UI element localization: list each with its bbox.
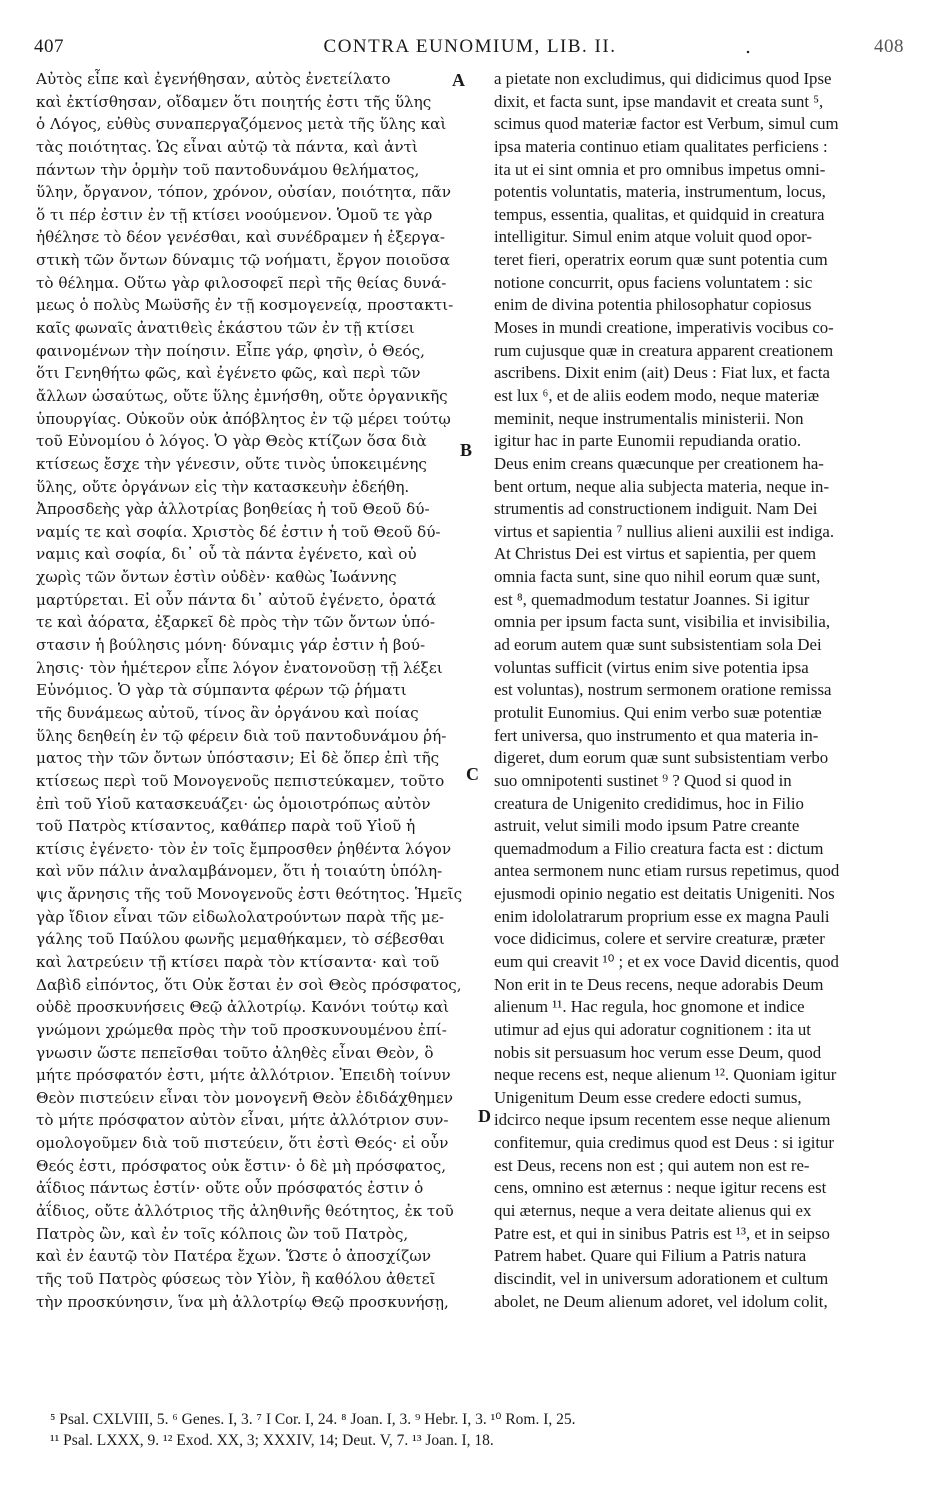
greek-text-line: μαρτύρεται. Εἰ οὖν πάντα δι᾽ αὐτοῦ ἐγένετο, ὁρατά: [36, 590, 437, 609]
latin-text-line: antea sermonem nunc etiam rursus repetimus, quod: [494, 861, 840, 881]
latin-text-line: omnia facta sunt, sine quo nihil eorum quæ sunt,: [494, 567, 821, 587]
latin-column: [494, 68, 924, 1313]
greek-text-line: τὸ θέλημα. Οὕτω γὰρ φιλοσοφεῖ περὶ τῆς θείας δυνά-: [36, 273, 447, 292]
greek-text-line: ματος τὴν τῶν ὄντων ὑπόστασιν; Εἰ δὲ ὅπερ ἐπὶ τῆς: [36, 749, 440, 768]
margin-letter-a: A: [452, 70, 465, 90]
greek-text-line: φαινομένων τὴν ποίησιν. Εἶπε γάρ, φησὶν, ὁ Θεός,: [36, 341, 425, 360]
greek-text-line: τε καὶ ἀόρατα, ἐξαρκεῖ δὲ πρὸς τὴν τῶν ὄντων ὑπό-: [36, 613, 435, 632]
latin-text-line: meminit, neque instrumentalis ministerii. Non: [494, 408, 804, 428]
greek-text-line: ναμις καὶ σοφία, δι᾽ οὗ τὰ πάντα ἐγένετο, καὶ οὐ: [36, 545, 417, 564]
greek-text-line: κτίσεως ἔσχε τὴν γένεσιν, οὔτε τινὸς ὑποκειμένης: [36, 454, 427, 473]
greek-text-line: τοῦ Εὐνομίου ὁ λόγος. Ὁ γὰρ Θεὸς κτίζων ὅσα διὰ: [36, 432, 427, 451]
latin-text-line: est Deus, recens non est ; qui autem non est re-: [494, 1155, 810, 1175]
latin-text-line: alienum ¹¹. Hac regula, hoc gnomone et indice: [494, 997, 805, 1017]
latin-text-line: dixit, et facta sunt, ipse mandavit et creata sunt ⁵,: [494, 91, 824, 111]
latin-text-line: notione concurrit, opus faciens voluntatem : sic: [494, 272, 813, 292]
greek-text-line: Θεὸν πιστεύειν εἶναι τὸν μονογενῆ Θεὸν ἐδιδάχθημεν: [36, 1088, 453, 1107]
greek-text-line: μήτε πρόσφατόν ἐστι, μήτε ἀλλότριον. Ἐπειδὴ τοίνυν: [36, 1066, 451, 1085]
greek-text-line: ὁ Λόγος, εὐθὺς συναπεργαζόμενος μετὰ τῆς ὕλης καὶ: [36, 115, 447, 134]
latin-text-line: cens, omnino est æternus : neque igitur recens est: [494, 1178, 827, 1198]
latin-text-line: qui æternus, neque a vera deitate alienus qui ex: [494, 1201, 812, 1221]
greek-column: [36, 68, 468, 1313]
greek-text-line: ὕλην, ὄργανον, τόπον, χρόνον, οὐσίαν, ποιότητα, πᾶν: [36, 183, 451, 202]
greek-text-line: Ἀπροσδεὴς γὰρ ἀλλοτρίας βοηθείας ἡ τοῦ Θεοῦ δύ-: [36, 500, 430, 519]
latin-text-line: ascribens. Dixit enim (ait) Deus : Fiat lux, et facta: [494, 363, 830, 383]
header-dot: .: [745, 36, 752, 58]
latin-text-line: quemadmodum a Filio creatura facta est : dictum: [494, 838, 824, 858]
greek-text-line: στικὴ τῶν ὄντων δύναμις τῷ νοήματι, ἔργον ποιοῦσα: [36, 251, 450, 270]
latin-text-line: utimur ad ejus qui adoratur cognitionem : ita ut: [494, 1019, 811, 1039]
latin-text-line: enim de divina potentia philosophatur copiosus: [494, 295, 812, 315]
latin-text-line: Unigenitum Deum esse credere edocti sumus,: [494, 1087, 802, 1107]
greek-text-line: καὶ λατρεύειν τῇ κτίσει παρὰ τὸν κτίσαντα· καὶ τοῦ: [36, 952, 440, 971]
latin-text-line: idcirco neque ipsum recentem esse neque alienum: [494, 1110, 831, 1130]
latin-text-line: strumentis ad constructionem indiguit. Nam Dei: [494, 499, 818, 519]
greek-text-line: τὴν προσκύνησιν, ἵνα μὴ ἀλλοτρίῳ Θεῷ προσκυνήσῃ,: [36, 1292, 449, 1311]
greek-text-line: ὑπουργίας. Οὐκοῦν οὐκ ἀπόβλητος ἐν τῷ μέρει τούτῳ: [36, 409, 451, 428]
greek-text-line: ναμίς τε καὶ σοφία. Χριστὸς δέ ἐστιν ἡ τοῦ Θεοῦ δύ-: [36, 522, 441, 541]
footnote-line: ⁵ Psal. CXLVIII, 5. ⁶ Genes. I, 3. ⁷ I Cor. I, 24. ⁸ Joan. I, 3. ⁹ Hebr. I, 3. ¹⁰ Rom. I, 25.: [50, 1411, 576, 1428]
latin-text-line: eum qui creavit ¹⁰ ; et ex voce David dicentis, quod: [494, 951, 839, 971]
greek-text-line: ἐπὶ τοῦ Υἱοῦ κατασκευάζει· ὡς ὁμοιοτρόπως αὐτὸν: [36, 794, 431, 813]
greek-text-line: Θεός ἐστι, πρόσφατος οὐκ ἔστιν· ὁ δὲ μὴ πρόσφατος,: [36, 1156, 447, 1175]
greek-text-line: Δαβὶδ εἰπόντος, ὅτι Οὐκ ἔσται ἐν σοὶ Θεὸς πρόσφατος,: [36, 975, 462, 994]
greek-text-line: γάλης τοῦ Παύλου φωνῆς μεμαθήκαμεν, τὸ σέβεσθαι: [36, 930, 445, 949]
latin-text-line: est voluntas), nostrum sermonem oratione remissa: [494, 680, 832, 700]
latin-text-line: fert universa, quo instrumento et qua materia in-: [494, 725, 819, 745]
latin-text-line: creatura de Unigenito credidimus, hoc in Filio: [494, 793, 804, 813]
latin-text-line: virtus et sapientia ⁷ nullius alieni auxilii est indiga.: [494, 521, 835, 541]
latin-text-line: Non erit in te Deus recens, neque adorabis Deum: [494, 974, 824, 994]
greek-text-line: Πατρὸς ὢν, καὶ ἐν τοῖς κόλποις ὢν τοῦ Πατρὸς,: [36, 1224, 409, 1243]
greek-text-line: ὕλης, οὔτε ὀργάνων εἰς τὴν κατασκευὴν ἐδεήθη.: [36, 477, 410, 496]
greek-text-line: ἀΐδιος πάντως ἐστίν· οὔτε οὖν πρόσφατός ἐστιν ὁ: [36, 1179, 424, 1198]
greek-text-line: γὰρ ἴδιον εἶναι τῶν εἰδωλολατρούντων παρὰ τῆς με-: [36, 907, 445, 926]
latin-text-line: rum cujusque quæ in creatura apparent creationem: [494, 340, 834, 360]
running-header: [12, 36, 928, 62]
page-title: CONTRA EUNOMIUM, LIB. II.: [323, 36, 617, 57]
latin-text-line: nobis sit persuasum hoc verum esse Deum, quod: [494, 1042, 822, 1062]
latin-text-line: voce didicimus, colere et servire creaturæ, præter: [494, 929, 825, 949]
latin-text-line: ipsa materia continuo etiam qualitates perficiens :: [494, 136, 828, 156]
greek-text-line: μεως ὁ πολὺς Μωϋσῆς ἐν τῇ κοσμογενείᾳ, προστακτι-: [36, 296, 454, 315]
greek-text-line: οὐδὲ προσκυνήσεις Θεῷ ἀλλοτρίῳ. Κανόνι τούτῳ καὶ: [36, 998, 450, 1017]
latin-text-line: Patrem habet. Quare qui Filium a Patris natura: [494, 1246, 807, 1266]
greek-text-line: καὶ ἐν ἑαυτῷ τὸν Πατέρα ἔχων. Ὥστε ὁ ἀποσχίζων: [36, 1247, 432, 1266]
greek-text-line: ἄλλων ὡσαύτως, οὔτε ὕλης ἐμνήσθη, οὔτε ὀργανικῆς: [36, 386, 448, 405]
greek-text-line: κτίσεως περὶ τοῦ Μονογενοῦς πεπιστεύκαμεν, τοῦτο: [36, 771, 445, 790]
greek-text-line: τὰς ποιότητας. Ὡς εἶναι αὐτῷ τὰ πάντα, καὶ ἀντὶ: [36, 137, 418, 156]
latin-text-line: intelligitur. Simul enim atque voluit quod opor-: [494, 227, 813, 247]
latin-text-line: confitemur, quia credimus quod est Deus : si igitur: [494, 1133, 835, 1153]
greek-text-line: ομολογοῦμεν διὰ τοῦ πιστεύειν, ὅτι ἐστὶ Θεός· εἰ οὖν: [36, 1134, 449, 1153]
greek-text-line: ὕλης δεηθείη ἐν τῷ φέρειν διὰ τοῦ παντοδυνάμου ῥή-: [36, 726, 447, 745]
latin-text-line: tempus, essentia, qualitas, et quidquid in creatura: [494, 204, 825, 224]
latin-text-line: scimus quod materiæ factor est Verbum, simul cum: [494, 114, 839, 134]
latin-text-line: Moses in mundi creatione, imperativis vocibus co-: [494, 318, 834, 338]
latin-text-line: abolet, ne Deum alienum adoret, vel idolum colit,: [494, 1291, 828, 1311]
greek-text-line: τῆς δυνάμεως αὐτοῦ, τίνος ἂν ὀργάνου καὶ ποίας: [36, 703, 419, 722]
latin-text-line: potentis voluntatis, materia, instrumentum, locus,: [494, 182, 826, 202]
latin-text-line: At Christus Dei est virtus et sapientia, per quem: [494, 544, 817, 564]
greek-text-line: χωρὶς τῶν ὄντων ἐστὶν οὐδὲν· καθὼς Ἰωάννης: [36, 568, 397, 587]
footnotes: [50, 1409, 918, 1451]
greek-text-line: στασιν ἡ βούλησις μόνη· δύναμις γάρ ἐστιν ἡ βού-: [36, 636, 426, 655]
latin-text-line: enim idololatrarum proprium esse ex magna Pauli: [494, 906, 830, 926]
footnote-line: ¹¹ Psal. LXXX, 9. ¹² Exod. XX, 3; XXXIV, 14; Deut. V, 7. ¹³ Joan. I, 18.: [50, 1432, 494, 1449]
greek-text-line: καῖς φωναῖς ἀνατιθεὶς ἑκάστου τῶν ἐν τῇ κτίσει: [36, 319, 415, 338]
greek-text-line: γνώμονι χρώμεθα πρὸς τὴν τοῦ προσκυνουμένου ἐπί-: [36, 1020, 447, 1039]
margin-letter-c: C: [466, 764, 479, 784]
latin-text-line: Deus enim creans quæcunque per creationem ha-: [494, 453, 824, 473]
greek-text-line: καὶ νῦν πάλιν ἀναλαμβάνομεν, ὅτι ἡ τοιαύτη ὑπόλη-: [36, 862, 443, 881]
margin-letter-b: B: [460, 440, 473, 460]
latin-text-line: discindit, vel in universum adorationem et cultum: [494, 1268, 829, 1288]
greek-text-line: ὅτι Γενηθήτω φῶς, καὶ ἐγένετο φῶς, καὶ περὶ τῶν: [36, 364, 421, 383]
page-number-left: 407: [34, 36, 64, 57]
greek-text-line: καὶ ἐκτίσθησαν, οἴδαμεν ὅτι ποιητής ἐστι τῆς ὕλης: [36, 92, 432, 111]
latin-text-line: Patre est, et qui in sinibus Patris est ¹³, et in seipso: [494, 1223, 830, 1243]
latin-text-line: ejusmodi opinio negatio est deitatis Unigeniti. Nos: [494, 884, 835, 904]
margin-letter-d: D: [478, 1106, 491, 1126]
latin-text-line: bent ortum, neque alia subjecta materia, neque in-: [494, 476, 830, 496]
latin-text-line: igitur hac in parte Eunomii repudianda oratio.: [494, 431, 802, 451]
greek-text-line: τοῦ Πατρὸς κτίσαντος, καθάπερ παρὰ τοῦ Υἱοῦ ἡ: [36, 817, 416, 836]
greek-text-line: ὅ τι πέρ ἐστιν ἐν τῇ κτίσει νοούμενον. Ὁμοῦ τε γὰρ: [36, 205, 433, 224]
greek-text-line: ψις ἄρνησις τῆς τοῦ Μονογενοῦς ἐστι θεότητος. Ἡμεῖς: [36, 885, 463, 904]
latin-text-line: omnia per ipsum facta sunt, visibilia et invisibilia,: [494, 612, 831, 632]
greek-text-line: πάντων τὴν ὁρμὴν τοῦ παντοδυνάμου θελήματος,: [36, 160, 420, 179]
greek-text-line: Αὐτὸς εἶπε καὶ ἐγενήθησαν, αὐτὸς ἐνετείλατο: [36, 70, 391, 88]
greek-text-line: κτίσις ἐγένετο· τὸν ἐν τοῖς ἔμπροσθεν ῥηθέντα λόγον: [36, 839, 452, 858]
greek-text-line: ἠθέλησε τὸ δέον γενέσθαι, καὶ συνέδραμεν ἡ ἐξεργα-: [36, 228, 445, 247]
latin-text-line: teret fieri, operatrix eorum quæ sunt potentia cum: [494, 250, 828, 270]
latin-text-line: digeret, dum eorum quæ sunt subsistentiam verbo: [494, 748, 829, 768]
greek-text-line: Εὐνόμιος. Ὁ γὰρ τὰ σύμπαντα φέρων τῷ ῥήματι: [36, 681, 407, 700]
latin-text-line: ita ut ei sint omnia et pro omnibus impetus omni-: [494, 159, 826, 179]
latin-text-line: astruit, velut simili modo ipsum Patre creante: [494, 816, 800, 836]
greek-text-line: γνωσιν ὥστε πεπεῖσθαι τοῦτο ἀληθὲς εἶναι Θεὸν, ὃ: [36, 1043, 434, 1062]
greek-text-line: τῆς τοῦ Πατρὸς φύσεως τὸν Υἱὸν, ἢ καθόλου ἀθετεῖ: [36, 1269, 436, 1288]
latin-text-line: voluntas sufficit (virtus enim sive potentia ipsa: [494, 657, 809, 677]
page-number-right: 408: [874, 36, 904, 57]
latin-text-line: est lux ⁶, et de aliis eodem modo, neque materiæ: [494, 385, 820, 405]
greek-text-line: ἀΐδιος, οὔτε ἀλλότριος τῆς ἀληθινῆς θεότητος, ἐκ τοῦ: [36, 1202, 454, 1221]
latin-text-line: ad eorum autem quæ sunt subsistentiam sola Dei: [494, 635, 822, 655]
latin-text-line: protulit Eunomius. Qui enim verbo suæ potentiæ: [494, 702, 822, 722]
greek-text-line: τὸ μήτε πρόσφατον αὐτὸν εἶναι, μήτε ἀλλότριον συν-: [36, 1111, 449, 1130]
latin-text-line: a pietate non excludimus, qui didicimus quod Ipse: [494, 69, 832, 88]
greek-text-line: λησις· τὸν ἡμέτερον εἶπε λόγον ἐνατονοῦσῃ τῇ λέξει: [36, 658, 443, 677]
latin-text-line: suo omnipotenti sustinet ⁹ ? Quod si quod in: [494, 770, 792, 790]
latin-text-line: est ⁸, quemadmodum testatur Joannes. Si igitur: [494, 589, 810, 609]
latin-text-line: neque recens est, neque alienum ¹². Quoniam igitur: [494, 1065, 837, 1085]
